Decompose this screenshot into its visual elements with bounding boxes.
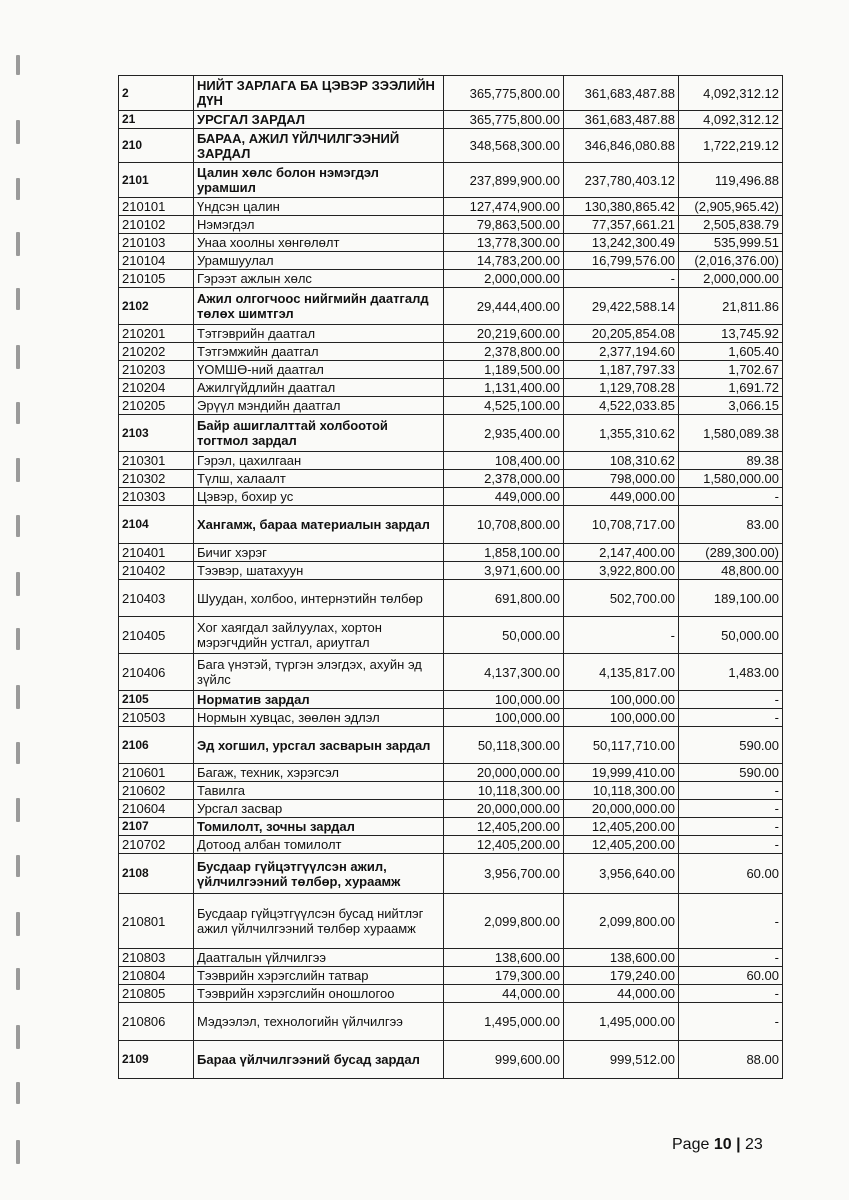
row-actual-amount: 77,357,661.21 bbox=[564, 216, 679, 234]
row-name: Тэтгэмжийн даатгал bbox=[194, 343, 444, 361]
table-row bbox=[119, 506, 783, 544]
table-row bbox=[119, 562, 783, 580]
row-code: 210101 bbox=[119, 198, 194, 216]
row-code: 2107 bbox=[119, 818, 194, 836]
row-difference: (289,300.00) bbox=[679, 544, 783, 562]
row-name: Томилолт, зочны зардал bbox=[194, 818, 444, 836]
row-code: 2101 bbox=[119, 163, 194, 198]
row-actual-amount: 1,355,310.62 bbox=[564, 415, 679, 452]
table-row bbox=[119, 818, 783, 836]
row-actual-amount: - bbox=[564, 617, 679, 654]
row-actual-amount: 346,846,080.88 bbox=[564, 129, 679, 163]
row-name: Нэмэгдэл bbox=[194, 216, 444, 234]
table-row bbox=[119, 252, 783, 270]
row-actual-amount: 100,000.00 bbox=[564, 709, 679, 727]
row-name: Байр ашиглалттай холбоотой тогтмол зардал bbox=[194, 415, 444, 452]
table-row bbox=[119, 985, 783, 1003]
row-difference: (2,905,965.42) bbox=[679, 198, 783, 216]
row-actual-amount: 108,310.62 bbox=[564, 452, 679, 470]
row-actual-amount: 20,000,000.00 bbox=[564, 800, 679, 818]
row-actual-amount: - bbox=[564, 270, 679, 288]
table-row bbox=[119, 854, 783, 894]
row-actual-amount: 16,799,576.00 bbox=[564, 252, 679, 270]
punch-hole bbox=[16, 1140, 20, 1164]
row-plan-amount: 13,778,300.00 bbox=[444, 234, 564, 252]
table-row bbox=[119, 727, 783, 764]
table-row bbox=[119, 654, 783, 691]
page-label: Page bbox=[672, 1136, 710, 1153]
table-row bbox=[119, 129, 783, 163]
table-row bbox=[119, 580, 783, 617]
row-actual-amount: 798,000.00 bbox=[564, 470, 679, 488]
row-difference: 4,092,312.12 bbox=[679, 111, 783, 129]
row-difference: 590.00 bbox=[679, 727, 783, 764]
row-plan-amount: 20,000,000.00 bbox=[444, 764, 564, 782]
row-name: Бараа үйлчилгээний бусад зардал bbox=[194, 1041, 444, 1079]
row-name: Мэдээлэл, технологийн үйлчилгээ bbox=[194, 1003, 444, 1041]
row-actual-amount: 237,780,403.12 bbox=[564, 163, 679, 198]
row-code: 2109 bbox=[119, 1041, 194, 1079]
row-plan-amount: 138,600.00 bbox=[444, 949, 564, 967]
table-row bbox=[119, 1003, 783, 1041]
table-row bbox=[119, 452, 783, 470]
row-difference: 13,745.92 bbox=[679, 325, 783, 343]
row-actual-amount: 2,147,400.00 bbox=[564, 544, 679, 562]
row-name: Дотоод албан томилолт bbox=[194, 836, 444, 854]
row-difference: 60.00 bbox=[679, 967, 783, 985]
punch-hole bbox=[16, 968, 20, 990]
punch-hole bbox=[16, 1025, 20, 1049]
row-actual-amount: 361,683,487.88 bbox=[564, 111, 679, 129]
row-code: 210604 bbox=[119, 800, 194, 818]
punch-hole bbox=[16, 232, 20, 256]
row-name: Бичиг хэрэг bbox=[194, 544, 444, 562]
table-row bbox=[119, 198, 783, 216]
row-plan-amount: 100,000.00 bbox=[444, 691, 564, 709]
row-name: Цэвэр, бохир ус bbox=[194, 488, 444, 506]
row-code: 210 bbox=[119, 129, 194, 163]
row-plan-amount: 999,600.00 bbox=[444, 1041, 564, 1079]
table-row bbox=[119, 709, 783, 727]
row-actual-amount: 19,999,410.00 bbox=[564, 764, 679, 782]
row-name: Тавилга bbox=[194, 782, 444, 800]
row-difference: 1,580,089.38 bbox=[679, 415, 783, 452]
row-code: 210203 bbox=[119, 361, 194, 379]
row-difference: 1,580,000.00 bbox=[679, 470, 783, 488]
row-difference: 88.00 bbox=[679, 1041, 783, 1079]
row-plan-amount: 1,131,400.00 bbox=[444, 379, 564, 397]
table-row bbox=[119, 234, 783, 252]
row-actual-amount: 3,922,800.00 bbox=[564, 562, 679, 580]
row-plan-amount: 100,000.00 bbox=[444, 709, 564, 727]
row-name: Норматив зардал bbox=[194, 691, 444, 709]
row-code: 210406 bbox=[119, 654, 194, 691]
row-name: Тээвэр, шатахуун bbox=[194, 562, 444, 580]
row-difference: 21,811.86 bbox=[679, 288, 783, 325]
table-row bbox=[119, 361, 783, 379]
row-difference: - bbox=[679, 800, 783, 818]
row-difference: 119,496.88 bbox=[679, 163, 783, 198]
row-code: 210405 bbox=[119, 617, 194, 654]
row-name: Урсгал засвар bbox=[194, 800, 444, 818]
row-name: Ажилгүйдлийн даатгал bbox=[194, 379, 444, 397]
row-difference: - bbox=[679, 488, 783, 506]
row-plan-amount: 4,525,100.00 bbox=[444, 397, 564, 415]
row-name: Түлш, халаалт bbox=[194, 470, 444, 488]
row-code: 210402 bbox=[119, 562, 194, 580]
row-difference: 1,483.00 bbox=[679, 654, 783, 691]
row-actual-amount: 50,117,710.00 bbox=[564, 727, 679, 764]
row-difference: - bbox=[679, 949, 783, 967]
row-actual-amount: 999,512.00 bbox=[564, 1041, 679, 1079]
table-row bbox=[119, 1041, 783, 1079]
page-separator: | bbox=[736, 1136, 741, 1153]
table-row bbox=[119, 617, 783, 654]
row-code: 210303 bbox=[119, 488, 194, 506]
row-code: 210301 bbox=[119, 452, 194, 470]
punch-hole bbox=[16, 55, 20, 75]
row-plan-amount: 10,708,800.00 bbox=[444, 506, 564, 544]
row-difference: 189,100.00 bbox=[679, 580, 783, 617]
table-row bbox=[119, 470, 783, 488]
row-plan-amount: 1,858,100.00 bbox=[444, 544, 564, 562]
row-actual-amount: 2,099,800.00 bbox=[564, 894, 679, 949]
row-code: 210401 bbox=[119, 544, 194, 562]
row-name: Эрүүл мэндийн даатгал bbox=[194, 397, 444, 415]
row-difference: (2,016,376.00) bbox=[679, 252, 783, 270]
row-actual-amount: 13,242,300.49 bbox=[564, 234, 679, 252]
punch-hole bbox=[16, 855, 20, 877]
punch-hole bbox=[16, 742, 20, 764]
row-name: Хог хаягдал зайлуулах, хортон мэрэгчдийн устгал, ариутгал bbox=[194, 617, 444, 654]
row-name: Ажил олгогчоос нийгмийн даатгалд төлөх шимтгэл bbox=[194, 288, 444, 325]
row-name: Багаж, техник, хэрэгсэл bbox=[194, 764, 444, 782]
table-row bbox=[119, 343, 783, 361]
table-row bbox=[119, 764, 783, 782]
row-actual-amount: 12,405,200.00 bbox=[564, 836, 679, 854]
row-plan-amount: 50,118,300.00 bbox=[444, 727, 564, 764]
row-actual-amount: 20,205,854.08 bbox=[564, 325, 679, 343]
row-code: 2104 bbox=[119, 506, 194, 544]
table-row bbox=[119, 397, 783, 415]
row-name: НИЙТ ЗАРЛАГА БА ЦЭВЭР ЗЭЭЛИЙН ДҮН bbox=[194, 76, 444, 111]
punch-hole bbox=[16, 515, 20, 537]
row-plan-amount: 2,099,800.00 bbox=[444, 894, 564, 949]
row-code: 210302 bbox=[119, 470, 194, 488]
row-plan-amount: 2,378,800.00 bbox=[444, 343, 564, 361]
row-plan-amount: 20,000,000.00 bbox=[444, 800, 564, 818]
row-name: Бага үнэтэй, түргэн элэгдэх, ахуйн эд зүйлс bbox=[194, 654, 444, 691]
row-plan-amount: 2,378,000.00 bbox=[444, 470, 564, 488]
row-difference: 535,999.51 bbox=[679, 234, 783, 252]
row-difference: - bbox=[679, 818, 783, 836]
row-difference: - bbox=[679, 782, 783, 800]
row-name: Бусдаар гүйцэтгүүлсэн бусад нийтлэг ажил үйлчилгээний төлбөр хураамж bbox=[194, 894, 444, 949]
row-plan-amount: 79,863,500.00 bbox=[444, 216, 564, 234]
row-actual-amount: 4,522,033.85 bbox=[564, 397, 679, 415]
row-difference: 1,691.72 bbox=[679, 379, 783, 397]
row-code: 210201 bbox=[119, 325, 194, 343]
row-code: 210801 bbox=[119, 894, 194, 949]
row-name: УРСГАЛ ЗАРДАЛ bbox=[194, 111, 444, 129]
punch-hole bbox=[16, 402, 20, 424]
table-row bbox=[119, 949, 783, 967]
table-row bbox=[119, 325, 783, 343]
row-plan-amount: 14,783,200.00 bbox=[444, 252, 564, 270]
table-row bbox=[119, 782, 783, 800]
row-difference: - bbox=[679, 985, 783, 1003]
row-code: 210503 bbox=[119, 709, 194, 727]
page-total: 23 bbox=[745, 1136, 763, 1153]
page-current: 10 bbox=[713, 1136, 732, 1153]
row-plan-amount: 365,775,800.00 bbox=[444, 76, 564, 111]
row-actual-amount: 100,000.00 bbox=[564, 691, 679, 709]
row-code: 210103 bbox=[119, 234, 194, 252]
row-plan-amount: 12,405,200.00 bbox=[444, 818, 564, 836]
row-actual-amount: 130,380,865.42 bbox=[564, 198, 679, 216]
punch-hole bbox=[16, 458, 20, 482]
row-difference: 3,066.15 bbox=[679, 397, 783, 415]
row-difference: 60.00 bbox=[679, 854, 783, 894]
row-plan-amount: 20,219,600.00 bbox=[444, 325, 564, 343]
table-row bbox=[119, 691, 783, 709]
row-plan-amount: 3,956,700.00 bbox=[444, 854, 564, 894]
table-row bbox=[119, 415, 783, 452]
table-row bbox=[119, 894, 783, 949]
row-name: Хангамж, бараа материалын зардал bbox=[194, 506, 444, 544]
row-difference: 83.00 bbox=[679, 506, 783, 544]
row-name: Унаа хоолны хөнгөлөлт bbox=[194, 234, 444, 252]
row-name: Урамшуулал bbox=[194, 252, 444, 270]
row-code: 2102 bbox=[119, 288, 194, 325]
table-row bbox=[119, 288, 783, 325]
row-code: 210806 bbox=[119, 1003, 194, 1041]
table-row bbox=[119, 836, 783, 854]
row-code: 210804 bbox=[119, 967, 194, 985]
table-row bbox=[119, 800, 783, 818]
row-difference: - bbox=[679, 1003, 783, 1041]
row-name: Даатгалын үйлчилгээ bbox=[194, 949, 444, 967]
row-plan-amount: 449,000.00 bbox=[444, 488, 564, 506]
punch-hole bbox=[16, 345, 20, 369]
row-code: 210803 bbox=[119, 949, 194, 967]
punch-hole bbox=[16, 1082, 20, 1104]
row-name: БАРАА, АЖИЛ ҮЙЛЧИЛГЭЭНИЙ ЗАРДАЛ bbox=[194, 129, 444, 163]
row-code: 2103 bbox=[119, 415, 194, 452]
row-plan-amount: 127,474,900.00 bbox=[444, 198, 564, 216]
row-code: 210805 bbox=[119, 985, 194, 1003]
row-actual-amount: 10,708,717.00 bbox=[564, 506, 679, 544]
row-difference: - bbox=[679, 691, 783, 709]
row-plan-amount: 1,189,500.00 bbox=[444, 361, 564, 379]
row-name: Бусдаар гүйцэтгүүлсэн ажил, үйлчилгээний төлбөр, хураамж bbox=[194, 854, 444, 894]
row-code: 210204 bbox=[119, 379, 194, 397]
row-name: Үндсэн цалин bbox=[194, 198, 444, 216]
table-row bbox=[119, 544, 783, 562]
row-code: 21 bbox=[119, 111, 194, 129]
punch-hole bbox=[16, 912, 20, 936]
table-row bbox=[119, 163, 783, 198]
row-plan-amount: 10,118,300.00 bbox=[444, 782, 564, 800]
row-code: 210403 bbox=[119, 580, 194, 617]
row-plan-amount: 108,400.00 bbox=[444, 452, 564, 470]
row-name: Шуудан, холбоо, интернэтийн төлбөр bbox=[194, 580, 444, 617]
row-code: 210702 bbox=[119, 836, 194, 854]
row-actual-amount: 3,956,640.00 bbox=[564, 854, 679, 894]
row-name: ҮОМШӨ-ний даатгал bbox=[194, 361, 444, 379]
row-plan-amount: 44,000.00 bbox=[444, 985, 564, 1003]
row-actual-amount: 449,000.00 bbox=[564, 488, 679, 506]
punch-hole bbox=[16, 685, 20, 709]
row-actual-amount: 12,405,200.00 bbox=[564, 818, 679, 836]
row-plan-amount: 50,000.00 bbox=[444, 617, 564, 654]
page-number bbox=[672, 1136, 763, 1154]
row-actual-amount: 361,683,487.88 bbox=[564, 76, 679, 111]
row-code: 2105 bbox=[119, 691, 194, 709]
punch-hole bbox=[16, 798, 20, 822]
table-row bbox=[119, 111, 783, 129]
table-row bbox=[119, 76, 783, 111]
row-actual-amount: 29,422,588.14 bbox=[564, 288, 679, 325]
row-difference: - bbox=[679, 836, 783, 854]
row-difference: 2,505,838.79 bbox=[679, 216, 783, 234]
row-name: Тээврийн хэрэгслийн татвар bbox=[194, 967, 444, 985]
row-actual-amount: 1,129,708.28 bbox=[564, 379, 679, 397]
budget-table-body bbox=[119, 76, 783, 1079]
row-code: 210104 bbox=[119, 252, 194, 270]
row-code: 2 bbox=[119, 76, 194, 111]
punch-hole bbox=[16, 120, 20, 144]
row-code: 2108 bbox=[119, 854, 194, 894]
row-name: Эд хогшил, урсгал засварын зардал bbox=[194, 727, 444, 764]
row-plan-amount: 237,899,900.00 bbox=[444, 163, 564, 198]
row-difference: 1,722,219.12 bbox=[679, 129, 783, 163]
row-difference: 4,092,312.12 bbox=[679, 76, 783, 111]
punch-hole bbox=[16, 572, 20, 596]
row-plan-amount: 179,300.00 bbox=[444, 967, 564, 985]
row-difference: 2,000,000.00 bbox=[679, 270, 783, 288]
row-difference: 590.00 bbox=[679, 764, 783, 782]
row-actual-amount: 179,240.00 bbox=[564, 967, 679, 985]
row-difference: - bbox=[679, 894, 783, 949]
row-difference: 1,702.67 bbox=[679, 361, 783, 379]
row-difference: 50,000.00 bbox=[679, 617, 783, 654]
row-name: Гэрэл, цахилгаан bbox=[194, 452, 444, 470]
row-actual-amount: 10,118,300.00 bbox=[564, 782, 679, 800]
row-difference: - bbox=[679, 709, 783, 727]
row-actual-amount: 4,135,817.00 bbox=[564, 654, 679, 691]
row-plan-amount: 691,800.00 bbox=[444, 580, 564, 617]
row-plan-amount: 1,495,000.00 bbox=[444, 1003, 564, 1041]
row-actual-amount: 138,600.00 bbox=[564, 949, 679, 967]
row-name: Тэтгэврийн даатгал bbox=[194, 325, 444, 343]
row-plan-amount: 3,971,600.00 bbox=[444, 562, 564, 580]
row-plan-amount: 348,568,300.00 bbox=[444, 129, 564, 163]
row-code: 2106 bbox=[119, 727, 194, 764]
row-actual-amount: 44,000.00 bbox=[564, 985, 679, 1003]
row-actual-amount: 1,495,000.00 bbox=[564, 1003, 679, 1041]
row-plan-amount: 365,775,800.00 bbox=[444, 111, 564, 129]
row-actual-amount: 1,187,797.33 bbox=[564, 361, 679, 379]
row-difference: 1,605.40 bbox=[679, 343, 783, 361]
table-row bbox=[119, 379, 783, 397]
row-code: 210202 bbox=[119, 343, 194, 361]
row-name: Тээврийн хэрэгслийн оношлогоо bbox=[194, 985, 444, 1003]
row-code: 210105 bbox=[119, 270, 194, 288]
row-code: 210102 bbox=[119, 216, 194, 234]
row-plan-amount: 12,405,200.00 bbox=[444, 836, 564, 854]
table-row bbox=[119, 488, 783, 506]
row-difference: 48,800.00 bbox=[679, 562, 783, 580]
row-actual-amount: 502,700.00 bbox=[564, 580, 679, 617]
row-plan-amount: 2,000,000.00 bbox=[444, 270, 564, 288]
punch-hole bbox=[16, 178, 20, 200]
table-row bbox=[119, 967, 783, 985]
table-row bbox=[119, 216, 783, 234]
punch-hole bbox=[16, 628, 20, 650]
punch-hole bbox=[16, 288, 20, 310]
row-difference: 89.38 bbox=[679, 452, 783, 470]
row-plan-amount: 2,935,400.00 bbox=[444, 415, 564, 452]
row-code: 210602 bbox=[119, 782, 194, 800]
row-actual-amount: 2,377,194.60 bbox=[564, 343, 679, 361]
row-name: Гэрээт ажлын хөлс bbox=[194, 270, 444, 288]
row-name: Цалин хөлс болон нэмэгдэл урамшил bbox=[194, 163, 444, 198]
table-row bbox=[119, 270, 783, 288]
row-code: 210205 bbox=[119, 397, 194, 415]
row-name: Нормын хувцас, зөөлөн эдлэл bbox=[194, 709, 444, 727]
row-plan-amount: 29,444,400.00 bbox=[444, 288, 564, 325]
budget-table bbox=[118, 75, 783, 1079]
row-code: 210601 bbox=[119, 764, 194, 782]
row-plan-amount: 4,137,300.00 bbox=[444, 654, 564, 691]
